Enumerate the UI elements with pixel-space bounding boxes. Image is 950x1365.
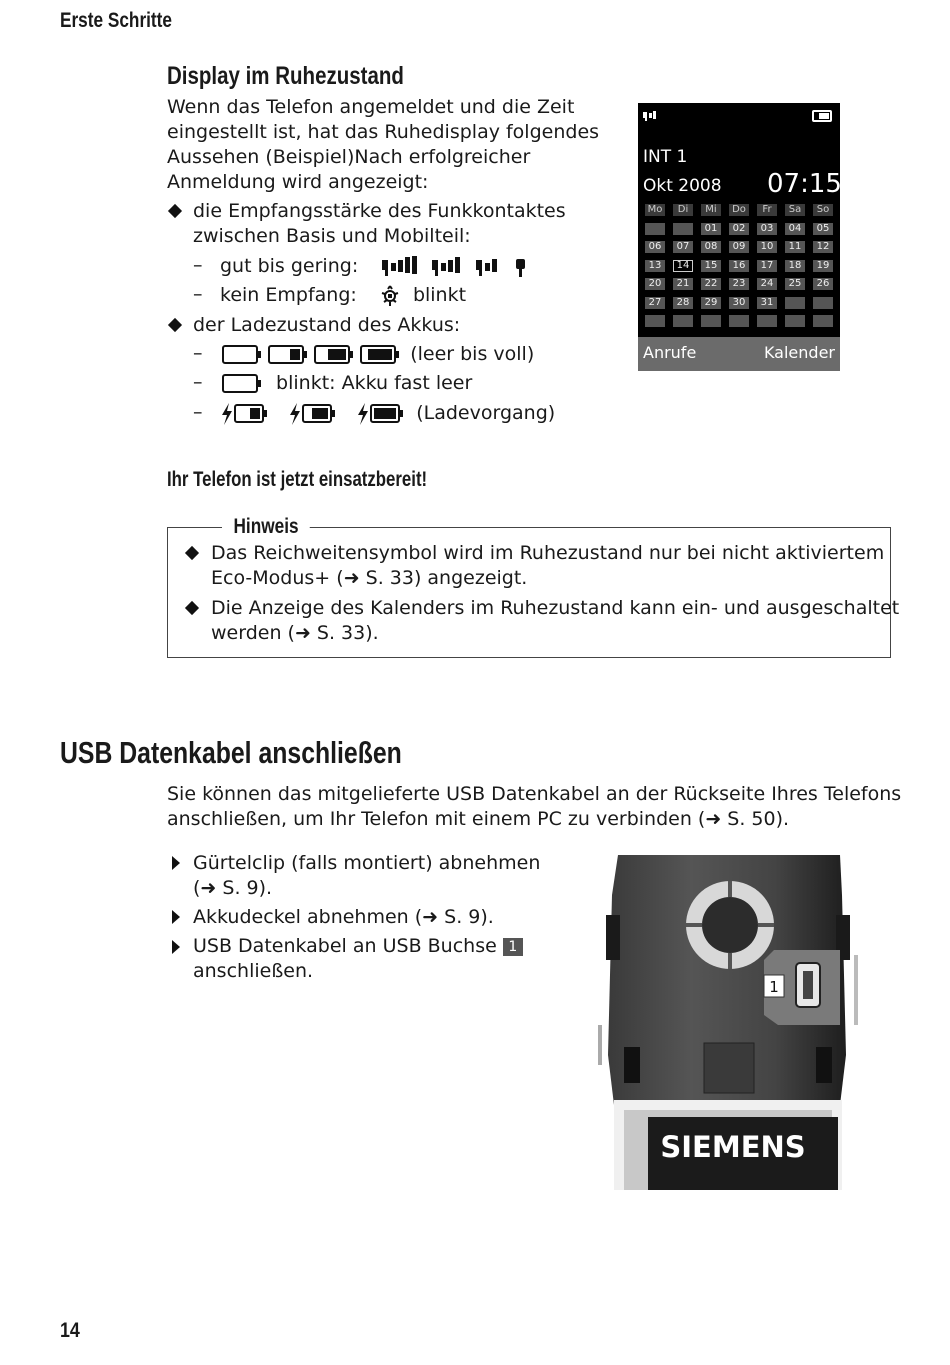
battery-empty-icon xyxy=(222,374,258,393)
calendar-weekday: Di xyxy=(673,204,693,216)
calendar-day: 27 xyxy=(645,297,665,309)
softkey-right[interactable]: Kalender xyxy=(763,343,835,362)
calendar-day: 23 xyxy=(729,278,749,290)
arrow-right-icon: ➜ xyxy=(294,622,311,644)
calendar-day: 30 xyxy=(729,297,749,309)
calendar-day xyxy=(701,315,721,327)
battery-levels-row xyxy=(222,342,534,367)
lightning-icon xyxy=(356,403,370,425)
calendar-day: 14 xyxy=(673,260,693,272)
signal-1-icon xyxy=(514,256,528,278)
running-header: Erste Schritte xyxy=(60,9,172,32)
calendar-day: 18 xyxy=(785,260,805,272)
battery-range-label: (leer bis voll) xyxy=(410,343,535,365)
clock: 07:15 xyxy=(767,169,842,199)
siemens-logo: SIEMENS xyxy=(660,1130,806,1164)
page-number: 14 xyxy=(60,1319,80,1342)
lightning-icon xyxy=(288,403,302,425)
handset-back-image xyxy=(596,855,860,1190)
step-1 xyxy=(193,851,540,901)
calendar-day xyxy=(785,297,805,309)
calendar-weekday: Fr xyxy=(757,204,777,216)
signal-none-label: kein Empfang: xyxy=(220,284,357,306)
calendar-weekday: Sa xyxy=(785,204,805,216)
usb-callout-number: 1 xyxy=(769,978,779,996)
signal-none-row xyxy=(220,283,466,308)
battery-fill xyxy=(290,349,300,360)
usb-socket-number: 1 xyxy=(503,938,523,956)
section-title-display: Display im Ruhezustand xyxy=(167,62,404,90)
battery-low-icon xyxy=(268,345,304,364)
bullet-signal-line1: die Empfangsstärke des Funkkontaktes xyxy=(193,200,566,222)
battery-full-icon xyxy=(360,345,396,364)
usb-intro-line1: Sie können das mitgelieferte USB Datenkabel an der Rückseite Ihres Telefons xyxy=(167,783,902,805)
calendar-day: 06 xyxy=(645,241,665,253)
battery-icon xyxy=(812,110,832,122)
step-2: Akkudeckel abnehmen (➜ S. 9). xyxy=(193,906,494,928)
dash: – xyxy=(193,371,203,393)
calendar-day: 22 xyxy=(701,278,721,290)
calendar-weekday: So xyxy=(813,204,833,216)
battery-blink-label: blinkt: Akku fast leer xyxy=(276,372,473,394)
step-1-line1: Gürtelclip (falls montiert) abnehmen xyxy=(193,852,541,874)
calendar-day: 08 xyxy=(701,241,721,253)
lightning-icon xyxy=(220,403,234,425)
calendar-weekday: Mo xyxy=(645,204,665,216)
calendar-day xyxy=(785,315,805,327)
signal-good-label: gut bis gering: xyxy=(220,255,359,277)
charging-label: (Ladevorgang) xyxy=(416,402,556,424)
intro-line: eingestellt ist, hat das Ruhedisplay folgendes xyxy=(167,121,600,143)
step-triangle xyxy=(172,856,180,870)
calendar-day: 09 xyxy=(729,241,749,253)
calendar-day: 20 xyxy=(645,278,665,290)
calendar-day: 03 xyxy=(757,223,777,235)
ready-text: Ihr Telefon ist jetzt einsatzbereit! xyxy=(167,468,428,491)
battery-blink-row xyxy=(222,371,472,396)
calendar-day: 11 xyxy=(785,241,805,253)
bullet-signal xyxy=(193,199,566,249)
calendar-day: 15 xyxy=(701,260,721,272)
calendar-day: 12 xyxy=(813,241,833,253)
calendar-day: 07 xyxy=(673,241,693,253)
no-signal-icon xyxy=(379,285,401,307)
calendar-day: 04 xyxy=(785,223,805,235)
calendar-day xyxy=(645,223,665,235)
intro-line: Wenn das Telefon angemeldet und die Zeit xyxy=(167,96,575,118)
calendar-day xyxy=(813,297,833,309)
battery-fill xyxy=(328,349,346,360)
calendar-day: 05 xyxy=(813,223,833,235)
bullet-diamond xyxy=(168,318,182,332)
calendar-day: 24 xyxy=(757,278,777,290)
charging-row xyxy=(220,401,555,426)
calendar-day: 10 xyxy=(757,241,777,253)
calendar-day xyxy=(813,315,833,327)
battery-medium-icon xyxy=(314,345,350,364)
calendar-day: 16 xyxy=(729,260,749,272)
calendar-day: 02 xyxy=(729,223,749,235)
calendar-day xyxy=(673,223,693,235)
step-3 xyxy=(193,934,523,984)
hinweis-title: Hinweis xyxy=(222,515,310,539)
calendar-day: 29 xyxy=(701,297,721,309)
signal-3-icon xyxy=(432,256,462,278)
signal-icon xyxy=(643,110,659,122)
calendar-day xyxy=(757,315,777,327)
calendar-grid xyxy=(645,204,835,334)
step-3-line2: anschließen. xyxy=(193,960,314,982)
usb-intro xyxy=(167,782,901,832)
battery-charging-icon xyxy=(234,404,264,423)
signal-2-icon xyxy=(476,256,500,278)
calendar-day xyxy=(729,315,749,327)
hinweis-item-2 xyxy=(211,596,899,646)
handset-illustration xyxy=(596,855,860,1190)
intro-line: Anmeldung wird angezeigt: xyxy=(167,171,429,193)
hinweis-item-1-line2: Eco-Modus+ (➜ S. 33) angezeigt. xyxy=(211,567,528,589)
step-1-line2: (➜ S. 9). xyxy=(193,877,273,899)
step-3-line1: USB Datenkabel an USB Buchse 1 xyxy=(193,934,523,959)
dash: – xyxy=(193,283,203,305)
bullet-signal-line2: zwischen Basis und Mobilteil: xyxy=(193,225,471,247)
usb-intro-line2: anschließen, um Ihr Telefon mit einem PC zu verbinden (➜ S. 50). xyxy=(167,808,790,830)
hinweis-item-2-line2: werden (➜ S. 33). xyxy=(211,622,379,644)
hinweis-item-1 xyxy=(211,541,884,591)
battery-charging-icon xyxy=(302,404,332,423)
signal-good-row xyxy=(220,254,536,279)
signal-none-blink: blinkt xyxy=(412,284,467,306)
softkey-left[interactable]: Anrufe xyxy=(643,343,697,362)
calendar-day: 26 xyxy=(813,278,833,290)
calendar-day: 25 xyxy=(785,278,805,290)
arrow-right-icon: ➜ xyxy=(422,906,439,928)
battery-empty-icon xyxy=(222,345,258,364)
calendar-day: 01 xyxy=(701,223,721,235)
calendar-day: 19 xyxy=(813,260,833,272)
phone-idle-display xyxy=(638,103,840,371)
dash: – xyxy=(193,401,203,423)
display-intro xyxy=(167,95,607,195)
section-title-usb: USB Datenkabel anschließen xyxy=(60,735,402,770)
month-label: Okt 2008 xyxy=(643,176,722,196)
calendar-day: 31 xyxy=(757,297,777,309)
battery-charging-icon xyxy=(370,404,400,423)
intro-line: Aussehen (Beispiel)Nach erfolgreicher xyxy=(167,146,531,168)
calendar-day: 28 xyxy=(673,297,693,309)
battery-fill xyxy=(368,349,392,360)
softkey-bar xyxy=(638,337,840,371)
step-triangle xyxy=(172,910,180,924)
calendar-day: 13 xyxy=(645,260,665,272)
hinweis-item-2-line1: Die Anzeige des Kalenders im Ruhezustand kann ein- und ausgeschaltet xyxy=(211,597,900,619)
calendar-day xyxy=(645,315,665,327)
calendar-day: 17 xyxy=(757,260,777,272)
arrow-right-icon: ➜ xyxy=(200,877,217,899)
bullet-battery: der Ladezustand des Akkus: xyxy=(193,314,461,336)
calendar-weekday: Do xyxy=(729,204,749,216)
arrow-right-icon: ➜ xyxy=(705,808,722,830)
signal-4-icon xyxy=(382,256,418,278)
arrow-right-icon: ➜ xyxy=(343,567,360,589)
dash: – xyxy=(193,254,203,276)
calendar-day: 21 xyxy=(673,278,693,290)
hinweis-item-1-line1: Das Reichweitensymbol wird im Ruhezustand nur bei nicht aktiviertem xyxy=(211,542,885,564)
bullet-diamond xyxy=(168,204,182,218)
line-label: INT 1 xyxy=(643,147,688,167)
dash: – xyxy=(193,342,203,364)
calendar-weekday: Mi xyxy=(701,204,721,216)
calendar-day xyxy=(673,315,693,327)
step-triangle xyxy=(172,940,180,954)
